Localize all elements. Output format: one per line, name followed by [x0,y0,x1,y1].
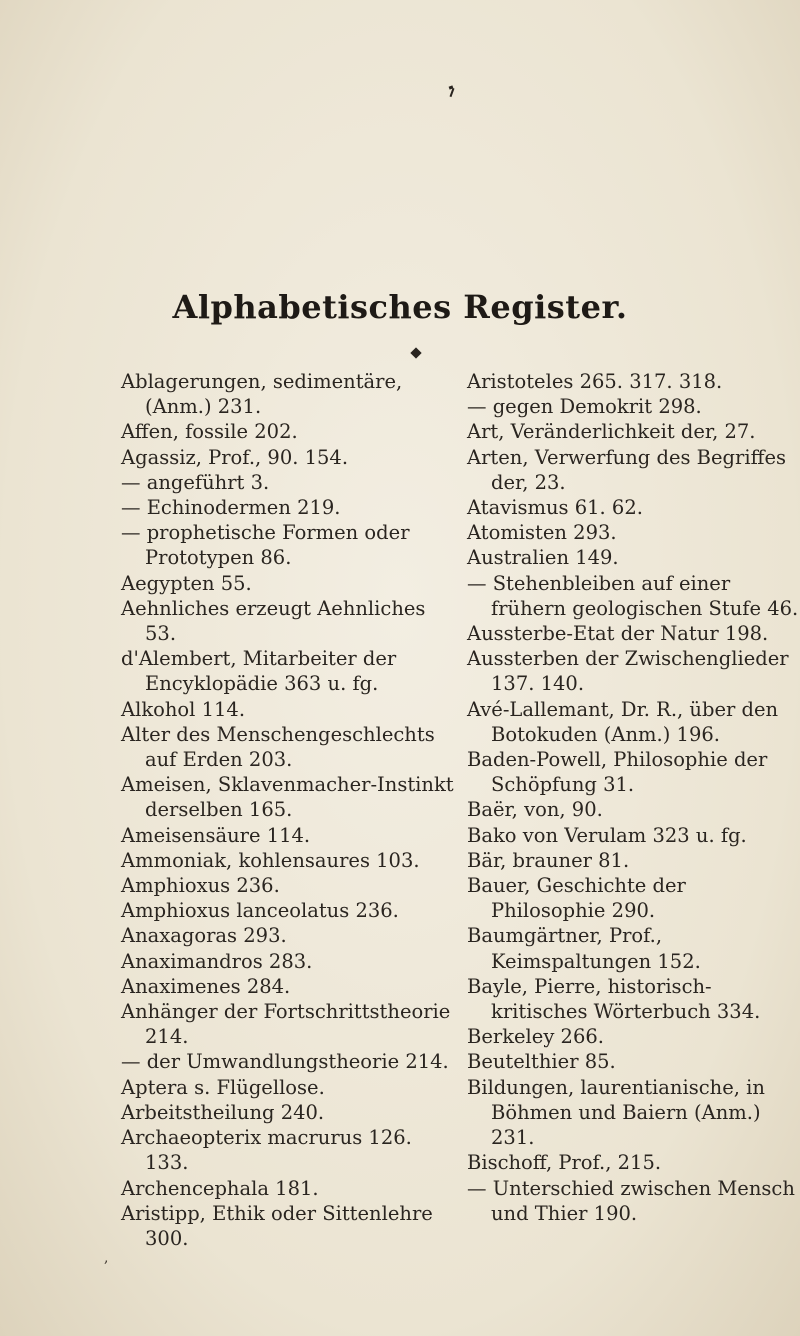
register-entry: Alter des Menschengeschlechts auf Erden 203. [121,722,435,772]
ink-speck-mark-bottom: , [104,1250,109,1266]
register-entry: Bischoff, Prof., 215. [467,1151,662,1175]
register-entry: Amphioxus 236. [121,874,280,898]
register-entry: Amphioxus lanceolatus 236. [121,899,399,923]
register-entry: Baumgärtner, Prof., Keimspaltungen 152. [467,924,701,973]
register-column-left [121,369,461,1251]
register-entry: Avé-Lallemant, Dr. R., über den Botokuden (Anm.) 196. [467,697,779,746]
register-entry: Affen, fossile 202. [121,420,298,444]
register-entry: — Stehenbleiben auf einer frühern geologischen Stufe 46. [467,571,799,620]
register-entry: Aristipp, Ethik oder Sittenlehre 300. [121,1201,433,1250]
register-entry: Bär, brauner 81. [467,848,630,872]
register-entry: Bauer, Geschichte der Philosophie 290. [467,874,686,923]
register-entry: Art, Veränderlichkeit der, 27. [467,420,756,444]
register-entry: Aptera s. Flügellose. [121,1075,325,1099]
register-entry: — prophetische Formen oder Prototypen 86. [121,521,410,570]
register-entry: Ablagerungen, sedimentäre, (Anm.) 231. [121,370,403,419]
register-column-right [467,369,800,1226]
register-entry: Australien 149. [467,546,619,570]
register-entry: — Unterschied zwischen Mensch und Thier 190. [467,1176,795,1225]
register-entry: Anaximandros 283. [121,949,313,973]
register-entry: Atomisten 293. [467,521,617,545]
register-entry: Anaxagoras 293. [121,924,287,948]
register-entry: Atavismus 61. 62. [467,496,643,520]
register-entry: Archaeopterix macrurus 126. 133. [121,1126,412,1175]
register-entry: Arbeitstheilung 240. [121,1100,325,1124]
register-entry: Aegypten 55. [121,571,252,595]
register-entry: Ameisensäure 114. [121,823,311,847]
register-entry: Berkeley 266. [467,1025,604,1049]
register-entry: Aehnliches erzeugt Aehnliches 53. [121,596,426,646]
register-entry: Bako von Verulam 323 u. fg. [467,823,747,847]
register-entry: Ameisen, Sklavenmacher-Instinkt derselben 165. [121,773,454,822]
ornament-diamond-icon [410,347,421,358]
register-entry: Archencephala 181. [121,1176,319,1200]
register-entry: Agassiz, Prof., 90. 154. [121,445,349,469]
register-entry: Beutelthier 85. [467,1050,616,1074]
register-entry: Aussterbe-Etat der Natur 198. [467,622,769,646]
register-entry: Bayle, Pierre, historisch-kritisches Wörterbuch 334. [467,974,761,1024]
register-entry: — gegen Demokrit 298. [467,395,702,419]
register-entry: Aristoteles 265. 317. 318. [467,370,723,393]
register-entry: Anhänger der Fortschrittstheorie 214. [121,1000,451,1049]
register-entry: — Echinodermen 219. [121,496,341,520]
register-entry: Bildungen, laurentianische, in Böhmen und Baiern (Anm.) 231. [467,1075,765,1150]
ink-speck-mark [449,86,455,98]
register-entry: Aussterben der Zwischenglieder 137. 140. [467,647,789,696]
register-entry: Baër, von, 90. [467,798,603,822]
page-title: Alphabetisches Register. [172,288,628,326]
register-entry: Arten, Verwerfung des Begriffes der, 23. [467,445,786,494]
register-entry: — angeführt 3. [121,470,270,494]
register-entry: Baden-Powell, Philosophie der Schöpfung 31. [467,748,768,797]
register-entry: d'Alembert, Mitarbeiter der Encyklopädie 363 u. fg. [121,647,397,696]
register-entry: Ammoniak, kohlensaures 103. [121,848,420,872]
register-entry: — der Umwandlungstheorie 214. [121,1050,449,1074]
register-entry: Alkohol 114. [121,697,246,721]
register-entry: Anaximenes 284. [121,974,291,998]
